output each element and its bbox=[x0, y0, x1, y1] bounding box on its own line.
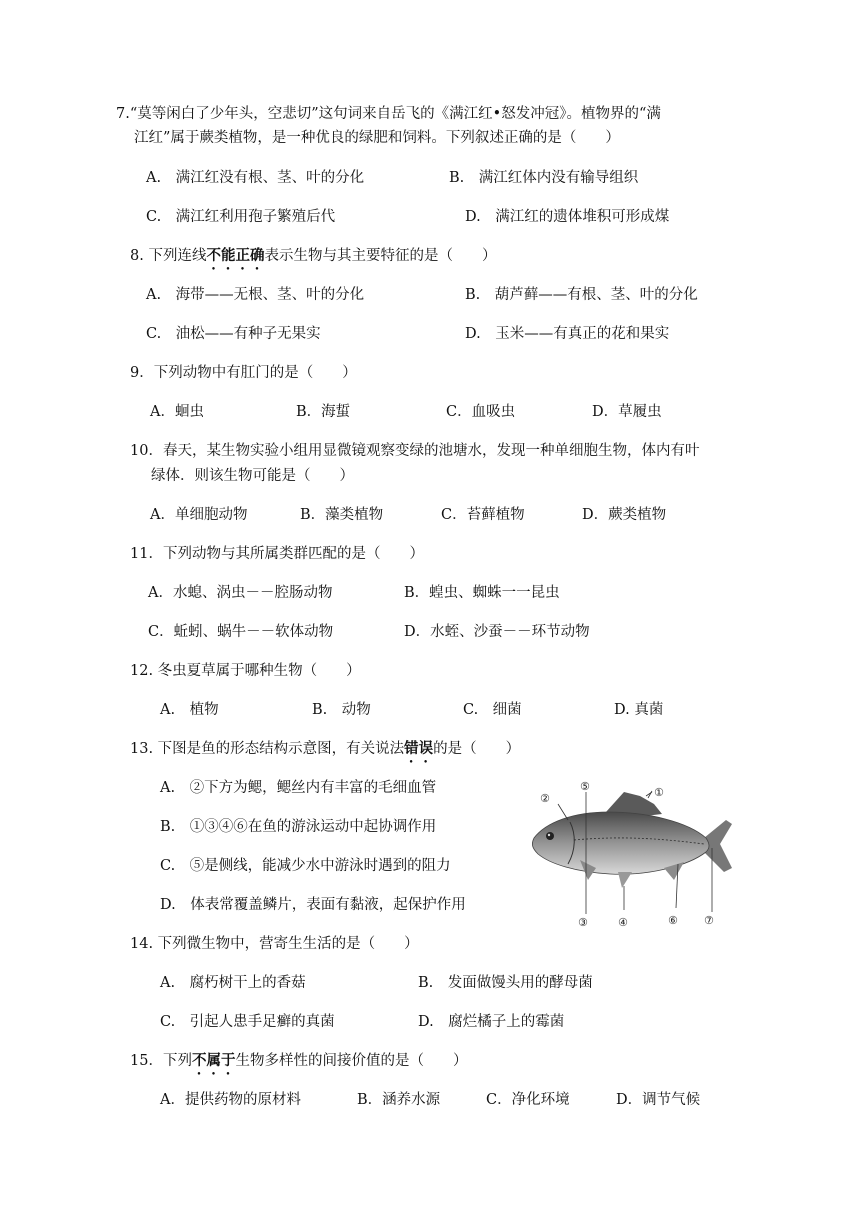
q8-stem-emphasis: 不能正确 bbox=[206, 247, 265, 264]
q15-option-a: A．提供药物的原材料 bbox=[160, 1092, 301, 1108]
q8-option-a: A. 海带——无根、茎、叶的分化 bbox=[146, 287, 365, 303]
q10-option-a: A．单细胞动物 bbox=[150, 507, 248, 523]
q12-option-b: B. 动物 bbox=[312, 702, 371, 718]
q10-option-d: D．蕨类植物 bbox=[582, 507, 667, 523]
q15-option-d: D．调节气候 bbox=[616, 1092, 701, 1108]
q8-option-b: B. 葫芦藓——有根、茎、叶的分化 bbox=[465, 287, 698, 303]
q11-option-c: C．蚯蚓、蜗牛－－软体动物 bbox=[148, 624, 334, 640]
q11-option-a: A．水螅、涡虫－－腔肠动物 bbox=[148, 585, 333, 601]
q15-option-b: B．涵养水源 bbox=[357, 1092, 441, 1108]
q8-stem bbox=[130, 246, 496, 273]
q9-stem: 9．下列动物中有肛门的是（ ） bbox=[130, 365, 357, 381]
q11-option-d: D．水蛭、沙蚕－－环节动物 bbox=[404, 624, 590, 640]
q8-option-c: C. 油松——有种子无果实 bbox=[146, 326, 321, 342]
q9-option-b: B．海蜇 bbox=[296, 404, 351, 420]
q13-stem-pre: 13. 下图是鱼的形态结构示意图，有关说法 bbox=[130, 741, 405, 757]
q15-stem-post: 生物多样性的间接价值的是（ ） bbox=[235, 1053, 468, 1069]
q11-stem: 11．下列动物与其所属类群匹配的是（ ） bbox=[130, 546, 424, 562]
q8-stem-post: 表示生物与其主要特征的是（ ） bbox=[264, 248, 497, 264]
q12-stem: 12. 冬虫夏草属于哪种生物（ ） bbox=[130, 663, 361, 679]
q13-option-c: C. ⑤是侧线，能减少水中游泳时遇到的阻力 bbox=[160, 858, 451, 874]
q10-option-c: C．苔藓植物 bbox=[441, 507, 525, 523]
fish-diagram bbox=[528, 776, 738, 932]
fish-label-3: ③ bbox=[578, 916, 588, 929]
fish-label-6: ⑥ bbox=[668, 914, 678, 927]
q9-option-a: A．蛔虫 bbox=[150, 404, 204, 420]
q10-stem-line1: 10．春天，某生物实验小组用显微镜观察变绿的池塘水，发现一种单细胞生物，体内有叶 bbox=[130, 443, 700, 459]
q10-stem-line2: 绿体．则该生物可能是（ ） bbox=[151, 468, 354, 484]
fish-label-2: ② bbox=[540, 792, 550, 805]
q13-option-d: D. 体表常覆盖鳞片，表面有黏液，起保护作用 bbox=[160, 897, 466, 913]
q7-option-c: C. 满江红利用孢子繁殖后代 bbox=[146, 209, 336, 225]
q7-stem-line2: 江红”属于蕨类植物，是一种优良的绿肥和饲料。下列叙述正确的是（ ） bbox=[134, 130, 620, 146]
fish-label-7: ⑦ bbox=[704, 914, 714, 927]
q13-option-a: A. ②下方为鳃，鳃丝内有丰富的毛细血管 bbox=[160, 780, 437, 796]
q13-stem bbox=[130, 739, 520, 766]
q8-stem-pre: 8. 下列连线 bbox=[130, 248, 207, 264]
q9-option-d: D．草履虫 bbox=[592, 404, 662, 420]
q12-option-a: A. 植物 bbox=[160, 702, 219, 718]
q7-option-a: A. 满江红没有根、茎、叶的分化 bbox=[146, 170, 365, 186]
fish-label-5: ⑤ bbox=[580, 780, 590, 793]
q14-option-c: C. 引起人患手足癣的真菌 bbox=[160, 1014, 335, 1030]
fish-label-4: ④ bbox=[618, 916, 628, 929]
q14-option-d: D. 腐烂橘子上的霉菌 bbox=[418, 1014, 565, 1030]
q12-option-c: C. 细菌 bbox=[463, 702, 522, 718]
q9-option-c: C．血吸虫 bbox=[446, 404, 516, 420]
q13-stem-emphasis: 错误 bbox=[404, 740, 434, 757]
q14-option-a: A. 腐朽树干上的香菇 bbox=[160, 975, 306, 991]
q7-stem-line1: 7.“莫等闲白了少年头，空悲切”这句词来自岳飞的《满江红•怒发冲冠》。植物界的“满 bbox=[116, 106, 661, 122]
q15-stem-emphasis: 不属于 bbox=[191, 1052, 236, 1069]
fish-label-1: ① bbox=[654, 786, 664, 799]
q13-stem-post: 的是（ ） bbox=[433, 741, 521, 757]
q13-option-b: B. ①③④⑥在鱼的游泳运动中起协调作用 bbox=[160, 819, 437, 835]
q10-option-b: B．藻类植物 bbox=[300, 507, 384, 523]
q14-stem: 14. 下列微生物中，营寄生生活的是（ ） bbox=[130, 936, 419, 952]
q15-stem bbox=[130, 1051, 467, 1078]
q12-option-d: D. 真菌 bbox=[614, 702, 664, 718]
q7-option-d: D. 满江红的遗体堆积可形成煤 bbox=[465, 209, 670, 225]
q14-option-b: B. 发面做馒头用的酵母菌 bbox=[418, 975, 593, 991]
q11-option-b: B．蝗虫、蜘蛛一一昆虫 bbox=[404, 585, 560, 601]
q8-option-d: D. 玉米——有真正的花和果实 bbox=[465, 326, 670, 342]
q15-stem-pre: 15．下列 bbox=[130, 1053, 192, 1069]
fish-body bbox=[532, 792, 732, 888]
q15-option-c: C．净化环境 bbox=[486, 1092, 570, 1108]
q7-option-b: B. 满江红体内没有输导组织 bbox=[449, 170, 639, 186]
